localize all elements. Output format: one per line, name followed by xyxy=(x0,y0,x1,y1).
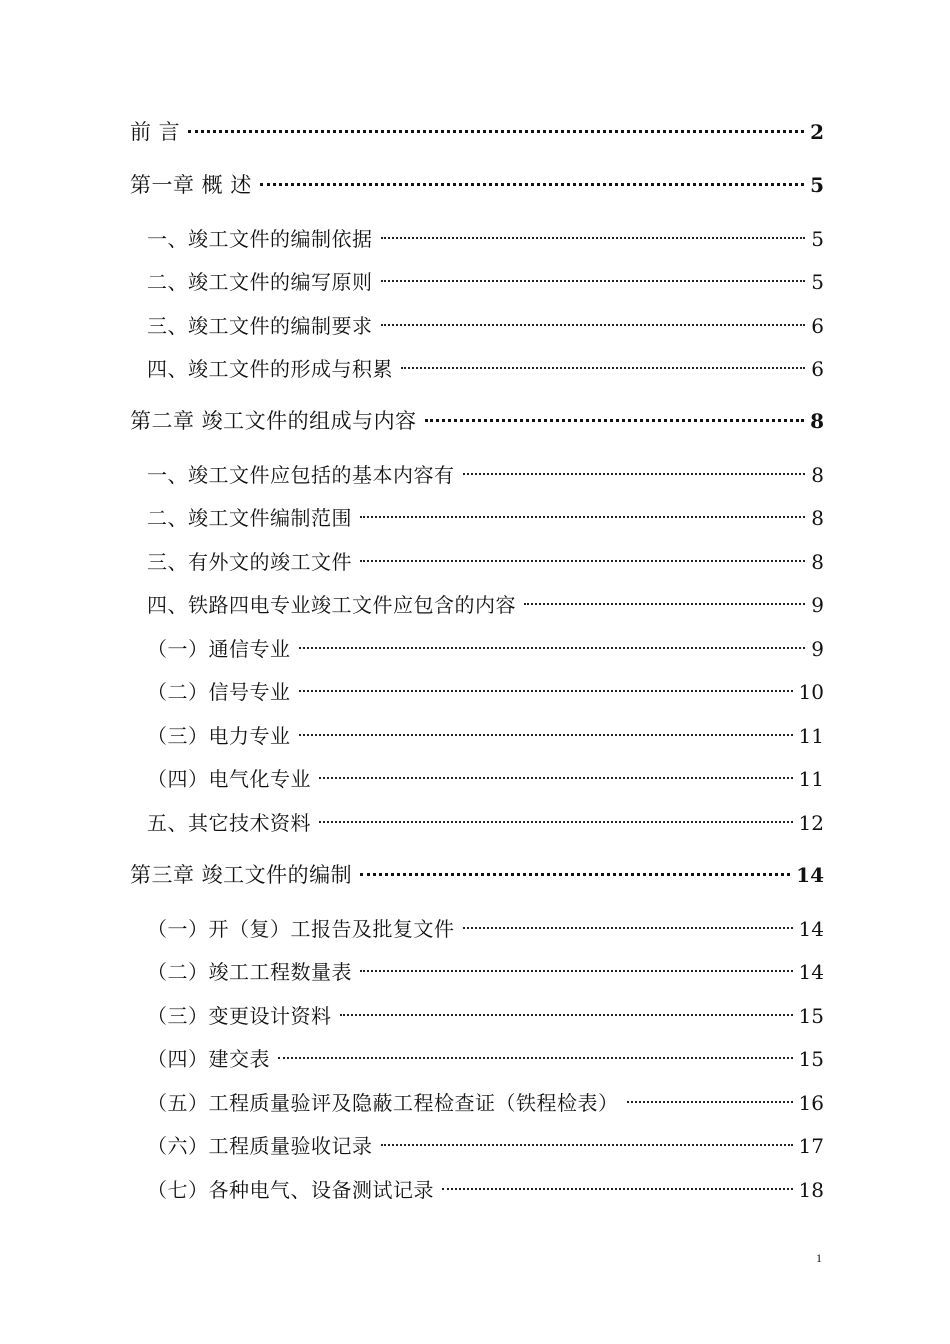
toc-entry-page: 8 xyxy=(810,409,824,433)
toc-leader-dots xyxy=(340,1005,793,1027)
toc-leader-dots xyxy=(360,551,805,573)
toc-leader-dots xyxy=(463,918,793,940)
toc-leader-dots xyxy=(381,271,806,293)
toc-entry-chapter-3[interactable] xyxy=(130,859,824,889)
toc-leader-dots xyxy=(425,410,804,432)
toc-entry[interactable] xyxy=(147,266,824,295)
toc-entry-label: 前 言 xyxy=(130,120,181,144)
toc-leader-dots xyxy=(299,725,793,747)
toc-entry[interactable] xyxy=(147,763,824,792)
toc-entry-page: 14 xyxy=(796,863,824,887)
toc-entry-chapter-2[interactable] xyxy=(130,405,824,435)
toc-entry-page: 9 xyxy=(811,593,824,617)
toc-entry-label: （四）电气化专业 xyxy=(147,767,311,791)
toc-entry-page: 8 xyxy=(811,463,824,487)
toc-entry[interactable] xyxy=(147,913,824,942)
toc-entry-page: 9 xyxy=(811,637,824,661)
toc-entry[interactable] xyxy=(147,807,824,836)
toc-entry-label: 五、其它技术资料 xyxy=(147,811,311,835)
toc-leader-dots xyxy=(381,1135,793,1157)
toc-entry[interactable] xyxy=(147,633,824,662)
toc-leader-dots xyxy=(627,1092,793,1114)
toc-leader-dots xyxy=(463,464,806,486)
toc-entry-label: 二、竣工文件编制范围 xyxy=(147,506,352,530)
toc-entry-page: 12 xyxy=(798,811,824,835)
toc-entry-label: （二）竣工工程数量表 xyxy=(147,960,352,984)
toc-leader-dots xyxy=(188,121,804,143)
toc-entry-page: 17 xyxy=(798,1134,824,1158)
toc-entry-page: 2 xyxy=(810,120,824,144)
toc-entry-page: 15 xyxy=(798,1004,824,1028)
toc-leader-dots xyxy=(360,864,790,886)
toc-entry-label: （五）工程质量验评及隐蔽工程检查证（铁程检表） xyxy=(147,1091,619,1115)
toc-entry-label: 三、有外文的竣工文件 xyxy=(147,550,352,574)
toc-leader-dots xyxy=(319,812,793,834)
toc-entry[interactable] xyxy=(147,676,824,705)
toc-leader-dots xyxy=(299,681,793,703)
toc-entry-page: 14 xyxy=(798,960,824,984)
toc-entry[interactable] xyxy=(147,589,824,618)
toc-entry-chapter-1[interactable] xyxy=(130,169,824,199)
toc-leader-dots xyxy=(299,638,806,660)
page-number: 1 xyxy=(816,1251,822,1265)
toc-entry[interactable] xyxy=(147,223,824,252)
toc-leader-dots xyxy=(260,174,804,196)
toc-entry-page: 8 xyxy=(811,550,824,574)
toc-entry-label: 四、竣工文件的形成与积累 xyxy=(147,357,393,381)
toc-entry-label: （四）建交表 xyxy=(147,1047,270,1071)
toc-entry[interactable] xyxy=(147,1174,824,1203)
toc-entry-label: （六）工程质量验收记录 xyxy=(147,1134,373,1158)
toc-entry[interactable] xyxy=(147,1043,824,1072)
toc-entry[interactable] xyxy=(147,720,824,749)
toc-entry[interactable] xyxy=(147,546,824,575)
toc-entry-label: （一）通信专业 xyxy=(147,637,291,661)
toc-leader-dots xyxy=(319,768,793,790)
toc-leader-dots xyxy=(524,594,805,616)
toc-entry-label: 一、竣工文件应包括的基本内容有 xyxy=(147,463,455,487)
toc-leader-dots xyxy=(381,228,806,250)
toc-entry-label: 第三章 竣工文件的编制 xyxy=(130,863,353,887)
toc-entry[interactable] xyxy=(147,1130,824,1159)
toc-entry-page: 16 xyxy=(798,1091,824,1115)
toc-entry-label: 三、竣工文件的编制要求 xyxy=(147,314,373,338)
toc-entry-page: 5 xyxy=(810,173,824,197)
toc-entry-label: 第二章 竣工文件的组成与内容 xyxy=(130,409,417,433)
toc-entry[interactable] xyxy=(147,1087,824,1116)
toc-entry-page: 5 xyxy=(811,270,824,294)
toc-entry-label: 第一章 概 述 xyxy=(130,173,252,197)
toc-entry[interactable] xyxy=(147,502,824,531)
toc-entry-label: （三）电力专业 xyxy=(147,724,291,748)
toc-entry[interactable] xyxy=(147,459,824,488)
toc-entry-label: （七）各种电气、设备测试记录 xyxy=(147,1178,434,1202)
toc-entry-label: （二）信号专业 xyxy=(147,680,291,704)
toc-entry-page: 18 xyxy=(798,1178,824,1202)
toc-leader-dots xyxy=(401,358,805,380)
toc-entry-label: 二、竣工文件的编写原则 xyxy=(147,270,373,294)
toc-entry-preface[interactable] xyxy=(130,116,824,146)
toc-entry-page: 6 xyxy=(811,314,824,338)
toc-entry-page: 8 xyxy=(811,506,824,530)
toc-entry-page: 11 xyxy=(798,767,824,791)
toc-entry-label: （三）变更设计资料 xyxy=(147,1004,332,1028)
toc-entry[interactable] xyxy=(147,310,824,339)
toc-entry-page: 11 xyxy=(798,724,824,748)
toc-leader-dots xyxy=(360,507,805,529)
toc-entry-label: 一、竣工文件的编制依据 xyxy=(147,227,373,251)
toc-entry-label: （一）开（复）工报告及批复文件 xyxy=(147,917,455,941)
toc-leader-dots xyxy=(360,961,793,983)
toc-leader-dots xyxy=(442,1179,793,1201)
toc-entry-page: 5 xyxy=(811,227,824,251)
toc-entry-page: 6 xyxy=(811,357,824,381)
toc-entry-page: 10 xyxy=(798,680,824,704)
toc-entry-label: 四、铁路四电专业竣工文件应包含的内容 xyxy=(147,593,516,617)
toc-entry[interactable] xyxy=(147,956,824,985)
toc-entry[interactable] xyxy=(147,353,824,382)
toc-entry-page: 15 xyxy=(798,1047,824,1071)
toc-leader-dots xyxy=(381,315,806,337)
toc-leader-dots xyxy=(278,1048,793,1070)
toc-entry-page: 14 xyxy=(798,917,824,941)
toc-entry[interactable] xyxy=(147,1000,824,1029)
